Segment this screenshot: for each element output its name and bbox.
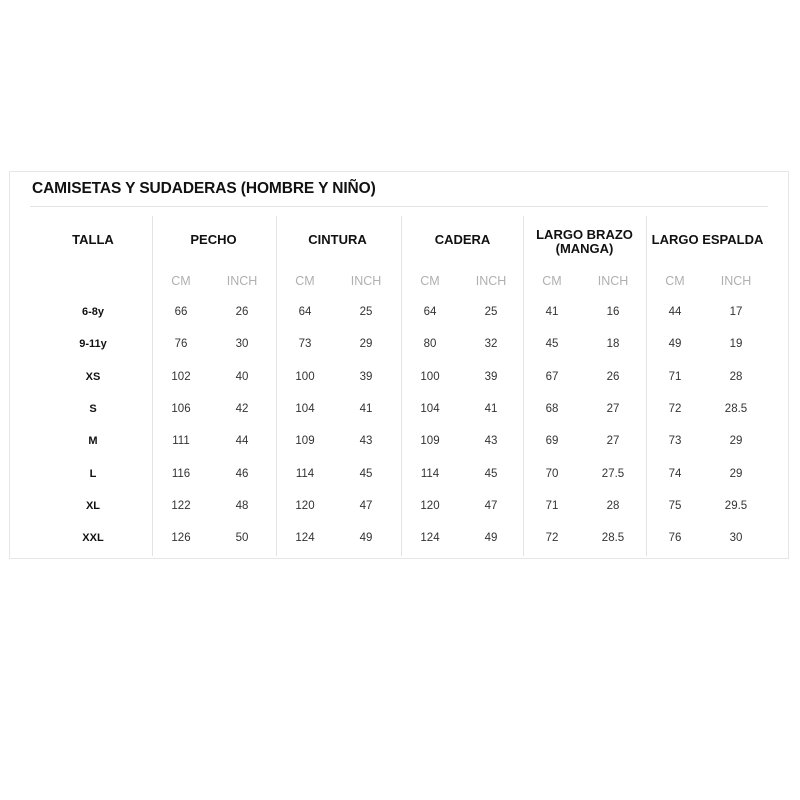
table-cell: 109 [420, 435, 440, 448]
size-label: 6-8y [81, 306, 105, 318]
measure-header: CINTURA [308, 232, 367, 247]
table-cell: 45 [545, 338, 559, 351]
table-cell: 47 [359, 499, 373, 512]
table-cell: 17 [729, 306, 743, 318]
table-cell: 114 [295, 467, 315, 480]
table-cell: 44 [235, 435, 249, 448]
size-label: M [88, 435, 98, 448]
size-label: S [89, 402, 97, 415]
table-cell: 64 [423, 306, 437, 318]
unit-header-cm: CM [665, 274, 685, 288]
table-cell: 27.5 [601, 467, 625, 480]
table-cell: 32 [484, 338, 498, 351]
table-cell: 70 [545, 467, 559, 480]
table-cell: 28.5 [601, 532, 625, 545]
unit-header-inch: INCH [475, 274, 507, 288]
table-cell: 116 [171, 467, 191, 480]
table-cell: 45 [359, 467, 373, 480]
table-cell: 30 [235, 338, 249, 351]
table-cell: 28 [729, 370, 743, 383]
size-label: XXL [82, 532, 104, 545]
size-chart-card [9, 171, 789, 559]
table-cell: 73 [668, 435, 682, 448]
table-cell: 71 [668, 370, 682, 383]
unit-header-inch: INCH [350, 274, 382, 288]
table-cell: 69 [545, 435, 559, 448]
chart-title: CAMISETAS Y SUDADERAS (HOMBRE Y NIÑO) [32, 180, 376, 197]
table-cell: 104 [420, 402, 440, 415]
table-cell: 50 [235, 532, 249, 545]
table-cell: 30 [729, 532, 743, 545]
unit-header-inch: INCH [597, 274, 629, 288]
table-cell: 26 [606, 370, 620, 383]
table-cell: 68 [545, 402, 559, 415]
measure-header: PECHO [190, 232, 237, 247]
table-cell: 41 [545, 306, 559, 318]
size-label: 9-11y [79, 338, 107, 351]
unit-header-cm: CM [295, 274, 315, 288]
table-cell: 111 [172, 435, 190, 448]
table-cell: 72 [545, 532, 559, 545]
table-cell: 28.5 [724, 402, 748, 415]
table-cell: 41 [359, 402, 373, 415]
table-cell: 75 [668, 499, 682, 512]
table-cell: 126 [171, 532, 191, 545]
table-cell: 72 [668, 402, 682, 415]
measure-header: LARGO BRAZO (MANGA) [536, 227, 633, 256]
table-cell: 74 [668, 467, 682, 480]
table-cell: 76 [174, 338, 188, 351]
table-cell: 45 [484, 467, 498, 480]
table-cell: 26 [235, 306, 249, 318]
table-cell: 25 [359, 306, 373, 318]
table-cell: 25 [484, 306, 498, 318]
unit-header-cm: CM [542, 274, 562, 288]
table-cell: 16 [606, 306, 620, 318]
table-cell: 64 [298, 306, 312, 318]
table-cell: 29 [359, 338, 373, 351]
table-cell: 124 [420, 532, 440, 545]
table-cell: 29 [729, 435, 743, 448]
table-cell: 29.5 [724, 499, 748, 512]
table-cell: 120 [420, 499, 440, 512]
table-cell: 114 [420, 467, 440, 480]
unit-header-inch: INCH [720, 274, 752, 288]
table-cell: 122 [171, 499, 191, 512]
table-cell: 66 [174, 306, 188, 318]
table-cell: 28 [606, 499, 620, 512]
table-cell: 48 [235, 499, 249, 512]
title-divider [30, 206, 768, 207]
measure-header: CADERA [434, 232, 491, 247]
table-cell: 39 [359, 370, 373, 383]
table-cell: 80 [423, 338, 437, 351]
unit-header-cm: CM [420, 274, 440, 288]
table-cell: 100 [420, 370, 440, 383]
unit-header-cm: CM [171, 274, 191, 288]
table-cell: 29 [729, 467, 743, 480]
table-cell: 104 [295, 402, 315, 415]
table-cell: 40 [235, 370, 249, 383]
size-column-header: TALLA [72, 232, 114, 247]
table-cell: 76 [668, 532, 682, 545]
table-cell: 49 [484, 532, 498, 545]
table-cell: 41 [484, 402, 498, 415]
table-cell: 120 [295, 499, 315, 512]
table-cell: 73 [298, 338, 312, 351]
unit-header-inch: INCH [226, 274, 258, 288]
measure-header: LARGO ESPALDA [651, 232, 764, 247]
table-cell: 27 [606, 402, 620, 415]
table-cell: 19 [729, 338, 743, 351]
table-cell: 124 [295, 532, 315, 545]
size-label: L [89, 467, 97, 480]
table-cell: 47 [484, 499, 498, 512]
size-label: XL [85, 499, 101, 512]
table-cell: 109 [295, 435, 315, 448]
table-cell: 71 [545, 499, 559, 512]
table-cell: 67 [545, 370, 559, 383]
table-cell: 18 [606, 338, 620, 351]
table-cell: 42 [235, 402, 249, 415]
table-cell: 27 [606, 435, 620, 448]
table-cell: 44 [668, 306, 682, 318]
table-cell: 102 [171, 370, 191, 383]
table-cell: 49 [668, 338, 682, 351]
table-cell: 49 [359, 532, 373, 545]
table-cell: 39 [484, 370, 498, 383]
table-cell: 43 [359, 435, 373, 448]
table-cell: 100 [295, 370, 315, 383]
table-cell: 106 [171, 402, 191, 415]
table-cell: 43 [484, 435, 498, 448]
size-label: XS [85, 370, 101, 383]
table-cell: 46 [235, 467, 249, 480]
